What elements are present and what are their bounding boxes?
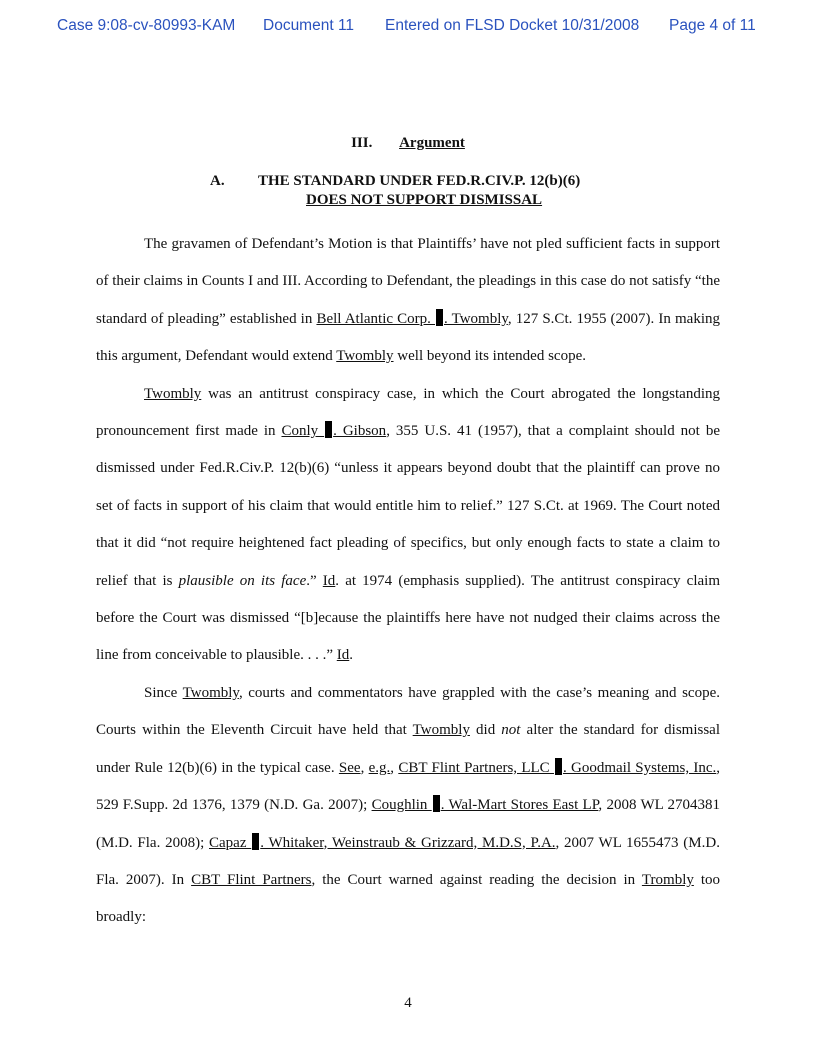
redaction-mark [325, 421, 332, 438]
redaction-mark [436, 309, 443, 326]
case-citation: Twombly [336, 348, 394, 365]
citation-part: Coughlin [371, 797, 432, 814]
text-run: . [349, 647, 354, 664]
case-citation: CBT Flint Partners [191, 871, 312, 888]
subsection-title-line2: DOES NOT SUPPORT DISMISSAL [306, 192, 543, 208]
header-case-number: Case 9:08-cv-80993-KAM [57, 17, 236, 34]
text-run: , 2008 WL 2704381 (M.D. Fla. 2008); [96, 797, 720, 851]
citation-part: . Whitaker, Weinstraub & Grizzard, M.D.S, P.A. [260, 834, 556, 851]
signal-eg: e.g. [368, 759, 391, 776]
case-citation [281, 423, 386, 439]
text-run: well beyond its intended scope. [393, 348, 586, 365]
page-number: 4 [404, 995, 412, 1011]
case-citation: Twombly [144, 385, 202, 402]
text-run: , courts and commentators have grappled with the case’s meaning and scope. Courts within the Eleventh Circuit have held that [96, 684, 720, 739]
citation-part: Bell Atlantic Corp. [316, 310, 435, 327]
emphasis-text: not [501, 722, 521, 739]
citation-part: Capaz [209, 834, 252, 851]
text-run: , 355 U.S. 41 (1957), that a complaint should not be dismissed under Fed.R.Civ.P. 12(b)(6) “unless it appears beyond doubt that the plaintiff can prove no set of facts in support of his claim that would entitle him to relief.” 127 S.Ct. at 1969. The Court noted that it did “not require heightened fact pleading of specifics, but only enough facts to state a claim to relief that is [96, 423, 720, 589]
header-page-count: Page 4 of 11 [669, 17, 756, 34]
case-citation [209, 835, 556, 851]
redaction-mark [433, 795, 440, 812]
text-run: Since [144, 684, 183, 701]
text-run: , [390, 759, 399, 776]
text-run: , [360, 759, 369, 776]
text-run: .” [306, 572, 323, 589]
case-citation: Trombly [641, 871, 694, 888]
paragraph-1 [96, 226, 720, 376]
header-document-number: Document 11 [263, 17, 355, 34]
citation-part: CBT Flint Partners, LLC [398, 759, 554, 776]
case-citation: Twombly [412, 722, 470, 739]
section-heading [0, 135, 816, 152]
paragraph-3 [96, 675, 720, 937]
section-title: Argument [399, 135, 465, 151]
case-citation: Twombly [182, 684, 239, 701]
citation-part: Conly [281, 423, 325, 440]
text-run: alter the standard for dismissal under Rule 12(b)(6) in the typical case. [96, 722, 720, 776]
text-run: The gravamen of Defendant’s Motion is that Plaintiffs’ have not pled sufficient facts in support of their claims in Counts I and III. According to Defendant, the pleadings in this case do not satisfy “the standard of pleading” established in [96, 236, 720, 327]
signal-see: See [338, 759, 361, 776]
text-run: did [469, 722, 502, 739]
body-text [96, 226, 720, 937]
subsection-letter: A. [210, 173, 225, 189]
citation-part: . Twombly [444, 310, 508, 327]
citation-part: . Wal-Mart Stores East LP [440, 797, 599, 814]
section-number: III. [351, 135, 373, 151]
citation-part: . Gibson [333, 423, 387, 440]
emphasis-text: plausible on its face [178, 572, 307, 589]
redaction-mark [252, 833, 259, 850]
text-run: , 529 F.Supp. 2d 1376, 1379 (N.D. Ga. 2007); [96, 759, 721, 814]
case-citation [316, 311, 507, 327]
text-run: , the Court warned against reading the decision in [311, 871, 642, 888]
text-run: too broadly: [96, 871, 721, 926]
text-run: . at 1974 (emphasis supplied). The antitrust conspiracy claim before the Court was dismissed “[b]ecause the plaintiffs here have not nudged their claims across the line from conceivable to plausible. . . .” [96, 572, 720, 664]
text-run: was an antitrust conspiracy case, in which the Court abrogated the longstanding pronouncement first made in [96, 385, 720, 440]
case-citation [398, 760, 716, 776]
id-citation: Id [322, 572, 336, 589]
citation-part: . Goodmail Systems, Inc. [562, 759, 717, 776]
id-citation: Id [336, 647, 350, 664]
case-citation [372, 797, 599, 813]
text-run: , 2007 WL 1655473 (M.D. Fla. 2007). In [96, 834, 720, 888]
redaction-mark [555, 758, 562, 775]
header-entered-date: Entered on FLSD Docket 10/31/2008 [385, 17, 640, 34]
text-run: , 127 S.Ct. 1955 (2007). In making this argument, Defendant would extend [96, 310, 720, 365]
subsection-title-line1: THE STANDARD UNDER FED.R.CIV.P. 12(b)(6) [258, 173, 581, 189]
paragraph-2 [96, 376, 720, 675]
